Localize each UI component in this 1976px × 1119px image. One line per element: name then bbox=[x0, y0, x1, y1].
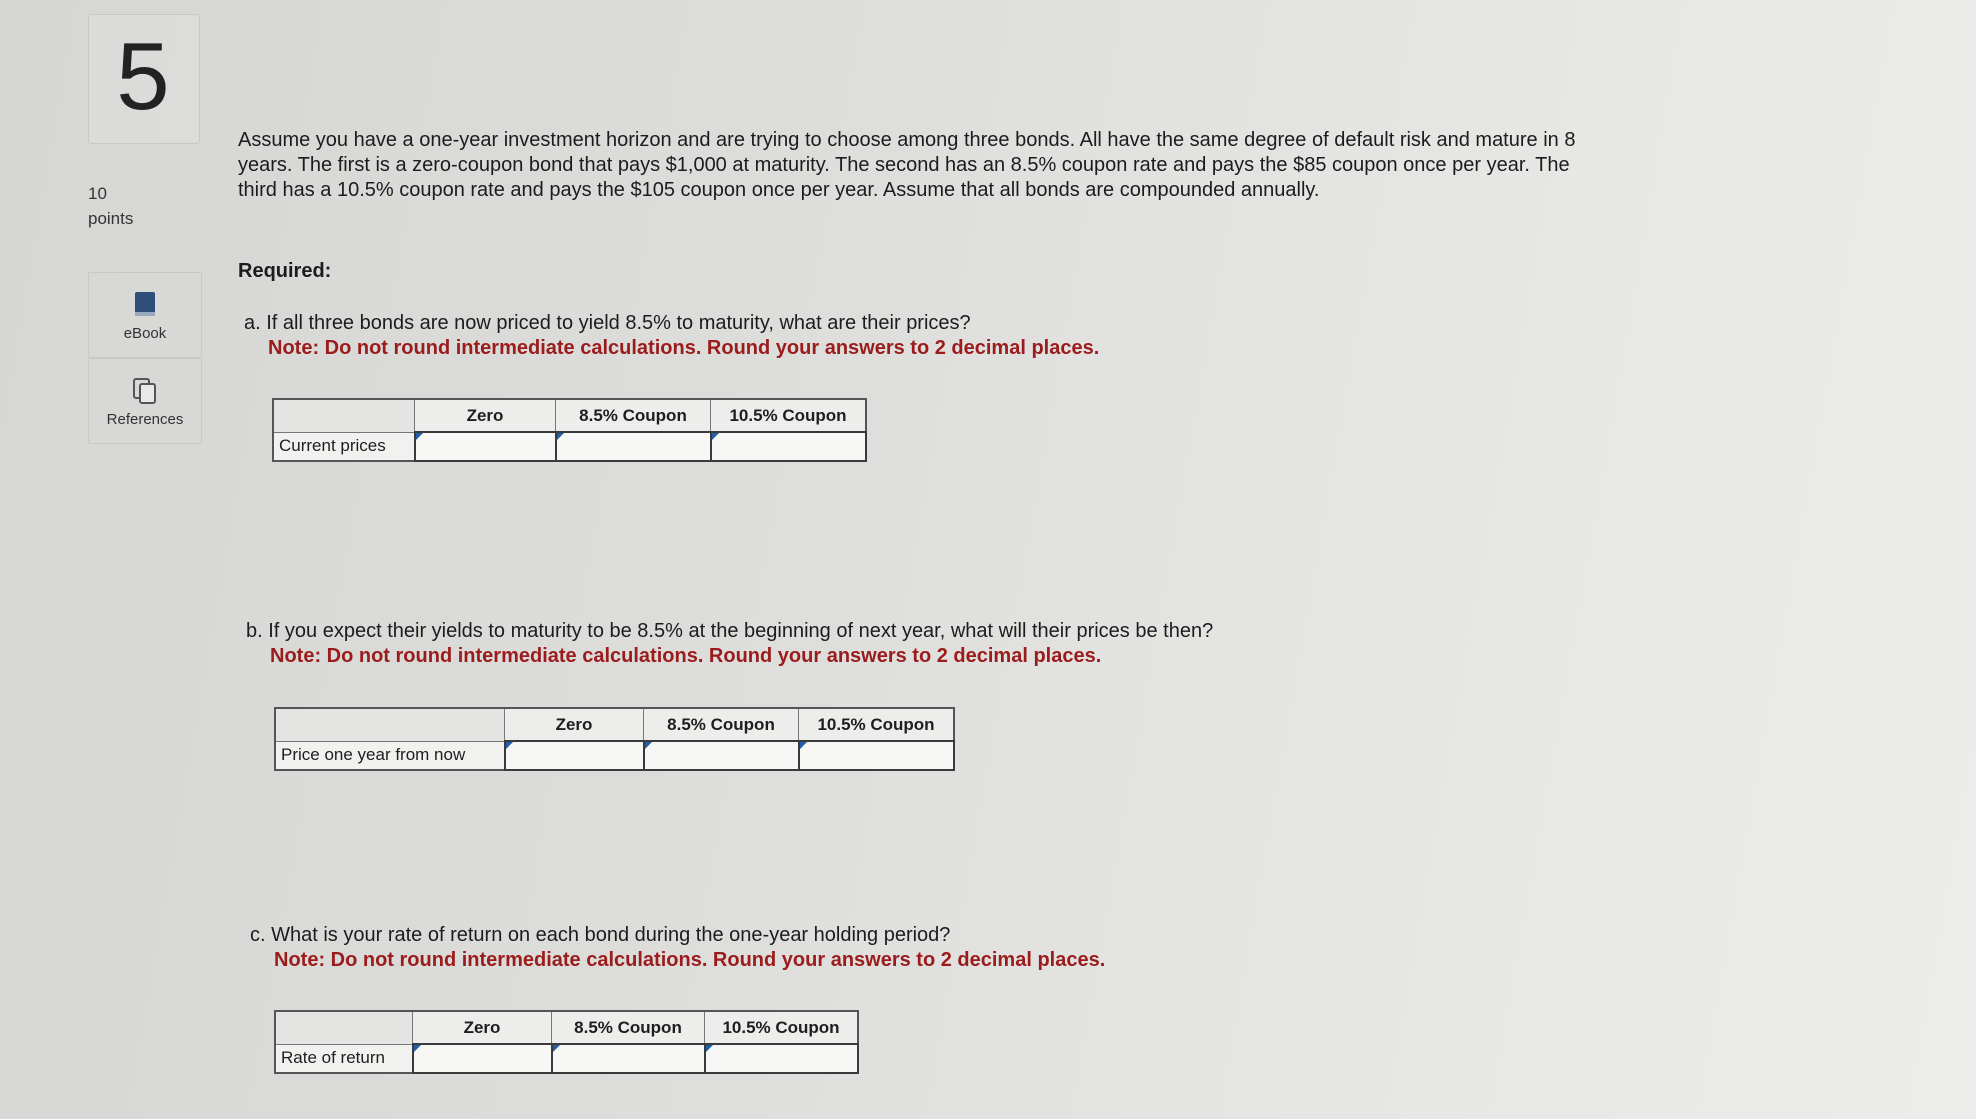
zero-next-year-price-input[interactable] bbox=[506, 743, 643, 768]
row-label: Rate of return bbox=[275, 1044, 413, 1073]
answer-cell bbox=[799, 741, 955, 770]
table-header-row bbox=[275, 1011, 858, 1044]
current-prices-table bbox=[272, 398, 867, 462]
header-blank-cell bbox=[275, 708, 505, 741]
part-b bbox=[246, 619, 1213, 669]
rate-of-return-table bbox=[274, 1010, 859, 1074]
column-header: 8.5% Coupon bbox=[552, 1011, 705, 1044]
row-label: Price one year from now bbox=[275, 741, 505, 770]
column-header: 10.5% Coupon bbox=[799, 708, 955, 741]
coupon-10-5-next-year-price-input[interactable] bbox=[800, 743, 954, 768]
part-a bbox=[244, 311, 1099, 361]
answer-cell bbox=[415, 432, 556, 461]
points-label: points bbox=[88, 209, 134, 228]
column-header: 10.5% Coupon bbox=[711, 399, 867, 432]
problem-statement: Assume you have a one-year investment horizon and are trying to choose among three bonds. All have the same degree of default risk and mature in 8 years. The first is a zero-coupon bond that pays $1,000 at maturity. The second has an 8.5% coupon rate and pays the $85 coupon once per year. The third has a 10.5% coupon rate and pays the $105 coupon once per year. Assume that all bonds are compounded annually. bbox=[238, 129, 1576, 201]
table-header-row bbox=[273, 399, 866, 432]
coupon-8-5-next-year-price-input[interactable] bbox=[645, 743, 798, 768]
answer-cell bbox=[505, 741, 644, 770]
table-row bbox=[275, 1044, 858, 1073]
copy-icon bbox=[132, 377, 158, 405]
column-header: Zero bbox=[413, 1011, 552, 1044]
references-button[interactable] bbox=[88, 358, 202, 444]
zero-rate-of-return-input[interactable] bbox=[414, 1046, 551, 1071]
coupon-8-5-current-price-input[interactable] bbox=[557, 434, 710, 459]
answer-cell bbox=[552, 1044, 705, 1073]
points-value: 10 bbox=[88, 184, 107, 203]
references-label: References bbox=[106, 411, 184, 428]
header-blank-cell bbox=[275, 1011, 413, 1044]
zero-current-price-input[interactable] bbox=[416, 434, 555, 459]
answer-cell bbox=[413, 1044, 552, 1073]
coupon-10-5-current-price-input[interactable] bbox=[712, 434, 866, 459]
part-a-note: Note: Do not round intermediate calculations. Round your answers to 2 decimal places. bbox=[268, 337, 1100, 359]
header-blank-cell bbox=[273, 399, 415, 432]
answer-cell bbox=[556, 432, 711, 461]
table-header-row bbox=[275, 708, 954, 741]
part-c-note: Note: Do not round intermediate calculations. Round your answers to 2 decimal places. bbox=[274, 949, 1106, 971]
column-header: Zero bbox=[415, 399, 556, 432]
part-c-question: c. What is your rate of return on each bond during the one-year holding period? bbox=[250, 924, 951, 946]
table-row bbox=[275, 741, 954, 770]
answer-cell bbox=[711, 432, 867, 461]
price-next-year-table bbox=[274, 707, 955, 771]
column-header: 10.5% Coupon bbox=[705, 1011, 859, 1044]
answer-cell bbox=[705, 1044, 859, 1073]
question-number: 5 bbox=[116, 23, 170, 130]
part-a-question: a. If all three bonds are now priced to yield 8.5% to maturity, what are their prices? bbox=[244, 312, 971, 334]
part-c bbox=[250, 923, 1105, 973]
ebook-label: eBook bbox=[123, 325, 167, 342]
required-heading: Required: bbox=[238, 260, 332, 282]
coupon-10-5-rate-of-return-input[interactable] bbox=[706, 1046, 858, 1071]
column-header: 8.5% Coupon bbox=[556, 399, 711, 432]
coupon-8-5-rate-of-return-input[interactable] bbox=[553, 1046, 704, 1071]
ebook-button[interactable] bbox=[88, 272, 202, 358]
column-header: 8.5% Coupon bbox=[644, 708, 799, 741]
column-header: Zero bbox=[505, 708, 644, 741]
row-label: Current prices bbox=[273, 432, 415, 461]
part-b-note: Note: Do not round intermediate calculations. Round your answers to 2 decimal places. bbox=[270, 645, 1102, 667]
answer-cell bbox=[644, 741, 799, 770]
book-icon bbox=[133, 291, 157, 319]
part-b-question: b. If you expect their yields to maturity to be 8.5% at the beginning of next year, what will their prices be then? bbox=[246, 620, 1214, 642]
table-row bbox=[273, 432, 866, 461]
